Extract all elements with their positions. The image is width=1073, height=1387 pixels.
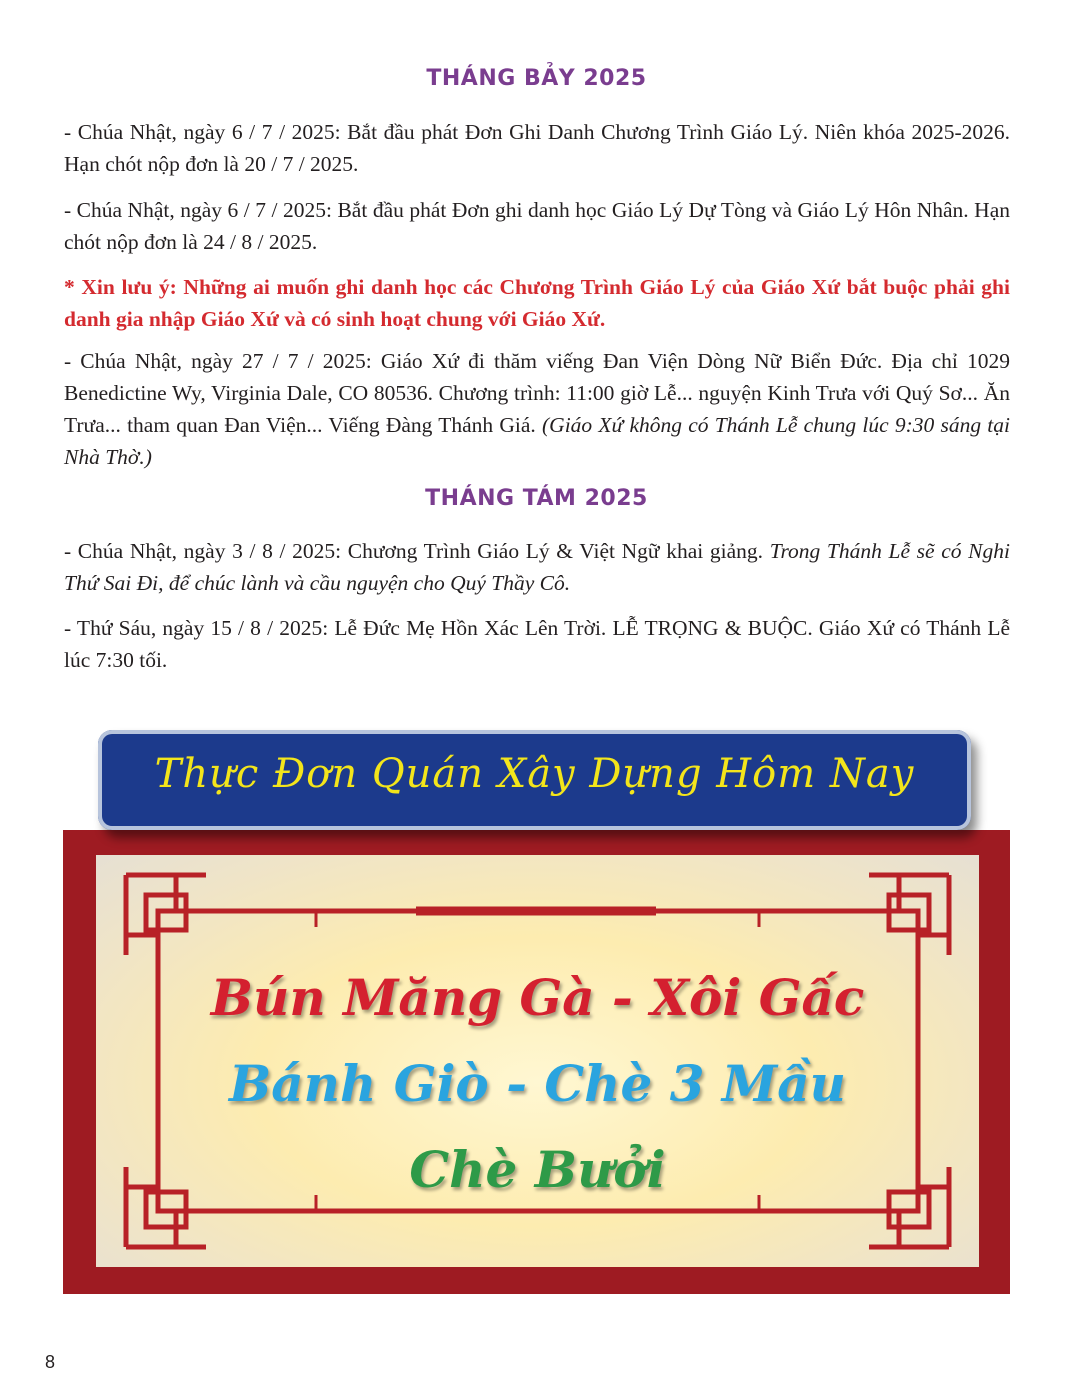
menu-dish-line-1: Bún Măng Gà - Xôi Gấc — [210, 968, 865, 1027]
page-number: 8 — [45, 1352, 56, 1372]
menu-banner-title: Thực Đơn Quán Xây Dựng Hôm Nay — [154, 751, 915, 797]
menu-banner — [98, 730, 971, 830]
august-heading: THÁNG TÁM 2025 — [425, 486, 648, 511]
menu-dish-line-2: Bánh Giò - Chè 3 Mầu — [228, 1054, 847, 1113]
july-item-1: - Chúa Nhật, ngày 6 / 7 / 2025: Bắt đầu phát Đơn Ghi Danh Chương Trình Giáo Lý. Niên khóa 2025-2026. Hạn chót nộp đơn là 20 / 7 / 2025. — [64, 120, 1010, 176]
august-item-1-note: Trong Thánh Lễ sẽ có Nghi Thứ Sai Đi, để chúc lành và cầu nguyện cho Quý Thầy Cô. — [64, 539, 1010, 595]
july-item-3-note: (Giáo Xứ không có Thánh Lễ chung lúc 9:30 sáng tại Nhà Thờ.) — [64, 413, 1010, 469]
august-item-1-text: - Chúa Nhật, ngày 3 / 8 / 2025: Chương Trình Giáo Lý & Việt Ngữ khai giảng. — [64, 539, 764, 563]
july-item-3-text: - Chúa Nhật, ngày 27 / 7 / 2025: Giáo Xứ đi thăm viếng Đan Viện Dòng Nữ Biển Đức. Địa chỉ 1029 Benedictine Wy, Virginia Dale, CO 80536. Chương trình: 11:00 giờ Lễ... nguyện Kinh Trưa với Quý Sơ... Ăn Trưa... tham quan Đan Viện... Viếng Đàng Thánh Giá. — [64, 349, 1010, 437]
july-item-2: - Chúa Nhật, ngày 6 / 7 / 2025: Bắt đầu phát Đơn ghi danh học Giáo Lý Dự Tòng và Giáo Lý Hôn Nhân. Hạn chót nộp đơn là 24 / 8 / 2025. — [64, 198, 1010, 254]
july-heading: THÁNG BẢY 2025 — [426, 66, 647, 91]
august-item-2: - Thứ Sáu, ngày 15 / 8 / 2025: Lễ Đức Mẹ Hồn Xác Lên Trời. LỄ TRỌNG & BUỘC. Giáo Xứ có Thánh Lễ lúc 7:30 tối. — [64, 616, 1010, 672]
july-note: * Xin lưu ý: Những ai muốn ghi danh học các Chương Trình Giáo Lý của Giáo Xứ bắt buộc phải ghi danh gia nhập Giáo Xứ và có sinh hoạt chung với Giáo Xứ. — [64, 275, 1010, 331]
august-item-1 — [64, 535, 1010, 599]
menu-dish-line-3: Chè Bưởi — [409, 1140, 666, 1199]
july-item-3 — [64, 345, 1010, 473]
